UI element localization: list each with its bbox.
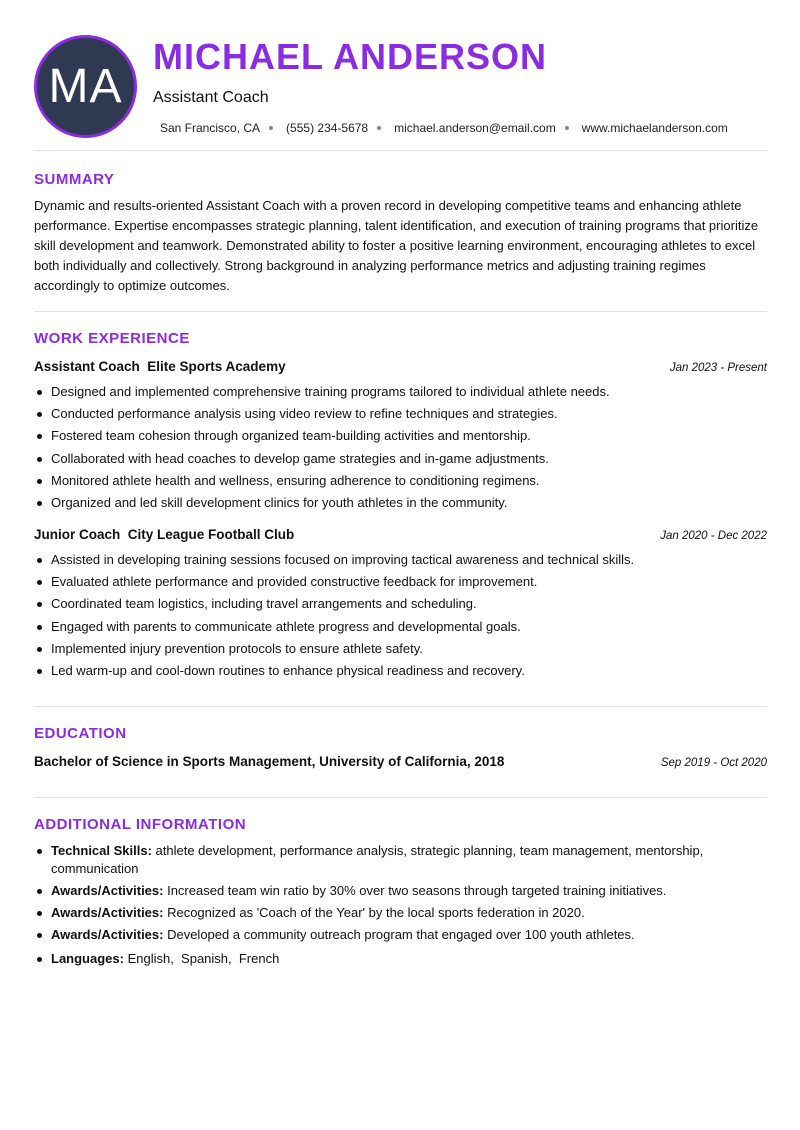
divider: [34, 706, 767, 707]
job-bullets: [34, 381, 769, 514]
job-title: Assistant Coach Elite Sports Academy: [34, 359, 286, 374]
divider: [34, 797, 767, 798]
avatar: [34, 35, 137, 138]
item-text: English, Spanish, French: [123, 951, 280, 966]
item-text: Increased team win ratio by 30% over two seasons through targeted training initiatives.: [163, 883, 667, 898]
list-item: [34, 842, 769, 878]
item-label: Awards/Activities:: [51, 883, 164, 898]
list-item: Designed and implemented comprehensive training programs tailored to individual athlete needs.: [34, 381, 769, 403]
job-date: Jan 2020 - Dec 2022: [660, 530, 767, 542]
item-label: Languages:: [51, 951, 124, 966]
job-date: Jan 2023 - Present: [669, 362, 767, 374]
list-item: Organized and led skill development clinics for youth athletes in the community.: [34, 492, 769, 514]
candidate-name: MICHAEL ANDERSON: [153, 36, 548, 77]
contact-location: San Francisco, CA: [160, 121, 261, 135]
contact-website[interactable]: www.michaelanderson.com: [581, 121, 728, 135]
summary-heading: SUMMARY: [34, 171, 115, 188]
item-label: Awards/Activities:: [51, 905, 164, 920]
list-item: [34, 926, 769, 944]
summary-text: Dynamic and results-oriented Assistant Coach with a proven record in developing competitive teams and enhancing athlete performance. Expertise encompasses strategic planning, talent identification, and execution of training programs that prioritize skill development and teamwork. Demonstrated ability to foster a positive learning environment, encouraging athletes to excel both individually and collectively. Strong background in analyzing performance metrics and adjusting training regimes accordingly to optimize outcomes.: [34, 198, 759, 293]
education-date: Sep 2019 - Oct 2020: [660, 757, 767, 769]
item-label: Technical Skills:: [51, 843, 152, 858]
list-item: Evaluated athlete performance and provided constructive feedback for improvement.: [34, 571, 769, 593]
item-text: athlete development, performance analysis, strategic planning, team management, mentorship, communication: [51, 843, 704, 876]
list-item: Implemented injury prevention protocols to ensure athlete safety.: [34, 638, 769, 660]
list-item: Collaborated with head coaches to develop game strategies and in-game adjustments.: [34, 448, 769, 470]
contact-email[interactable]: michael.anderson@email.com: [394, 121, 556, 135]
education-heading: EDUCATION: [34, 725, 127, 742]
additional-heading: ADDITIONAL INFORMATION: [34, 816, 247, 833]
list-item: Engaged with parents to communicate athlete progress and developmental goals.: [34, 616, 769, 638]
avatar-initials: MA: [48, 60, 123, 113]
job-bullets: [34, 549, 769, 682]
item-text: Recognized as 'Coach of the Year' by the local sports federation in 2020.: [163, 905, 585, 920]
divider: [34, 150, 767, 151]
degree-title: Bachelor of Science in Sports Management, University of California, 2018: [34, 754, 505, 769]
list-item: Assisted in developing training sessions focused on improving tactical awareness and technical skills.: [34, 549, 769, 571]
list-item: Led warm-up and cool-down routines to enhance physical readiness and recovery.: [34, 660, 769, 682]
job-title: Junior Coach City League Football Club: [34, 527, 295, 542]
separator-dot-icon: [565, 126, 569, 130]
additional-list: [34, 842, 769, 972]
divider: [34, 311, 767, 312]
item-label: Awards/Activities:: [51, 927, 164, 942]
education-entry: [34, 754, 767, 769]
separator-dot-icon: [269, 126, 273, 130]
list-item: [34, 882, 769, 900]
separator-dot-icon: [377, 126, 381, 130]
job-header: [34, 527, 767, 542]
list-item: [34, 950, 769, 968]
job-header: [34, 359, 767, 374]
list-item: Fostered team cohesion through organized team-building activities and mentorship.: [34, 425, 769, 447]
list-item: Monitored athlete health and wellness, ensuring adherence to conditioning regimens.: [34, 470, 769, 492]
list-item: [34, 904, 769, 922]
item-text: Developed a community outreach program that engaged over 100 youth athletes.: [163, 927, 635, 942]
list-item: Coordinated team logistics, including travel arrangements and scheduling.: [34, 593, 769, 615]
contact-phone: (555) 234-5678: [286, 121, 369, 135]
experience-heading: WORK EXPERIENCE: [34, 330, 190, 347]
contact-line: [160, 121, 728, 135]
candidate-role: Assistant Coach: [153, 89, 269, 106]
list-item: Conducted performance analysis using video review to refine techniques and strategies.: [34, 403, 769, 425]
